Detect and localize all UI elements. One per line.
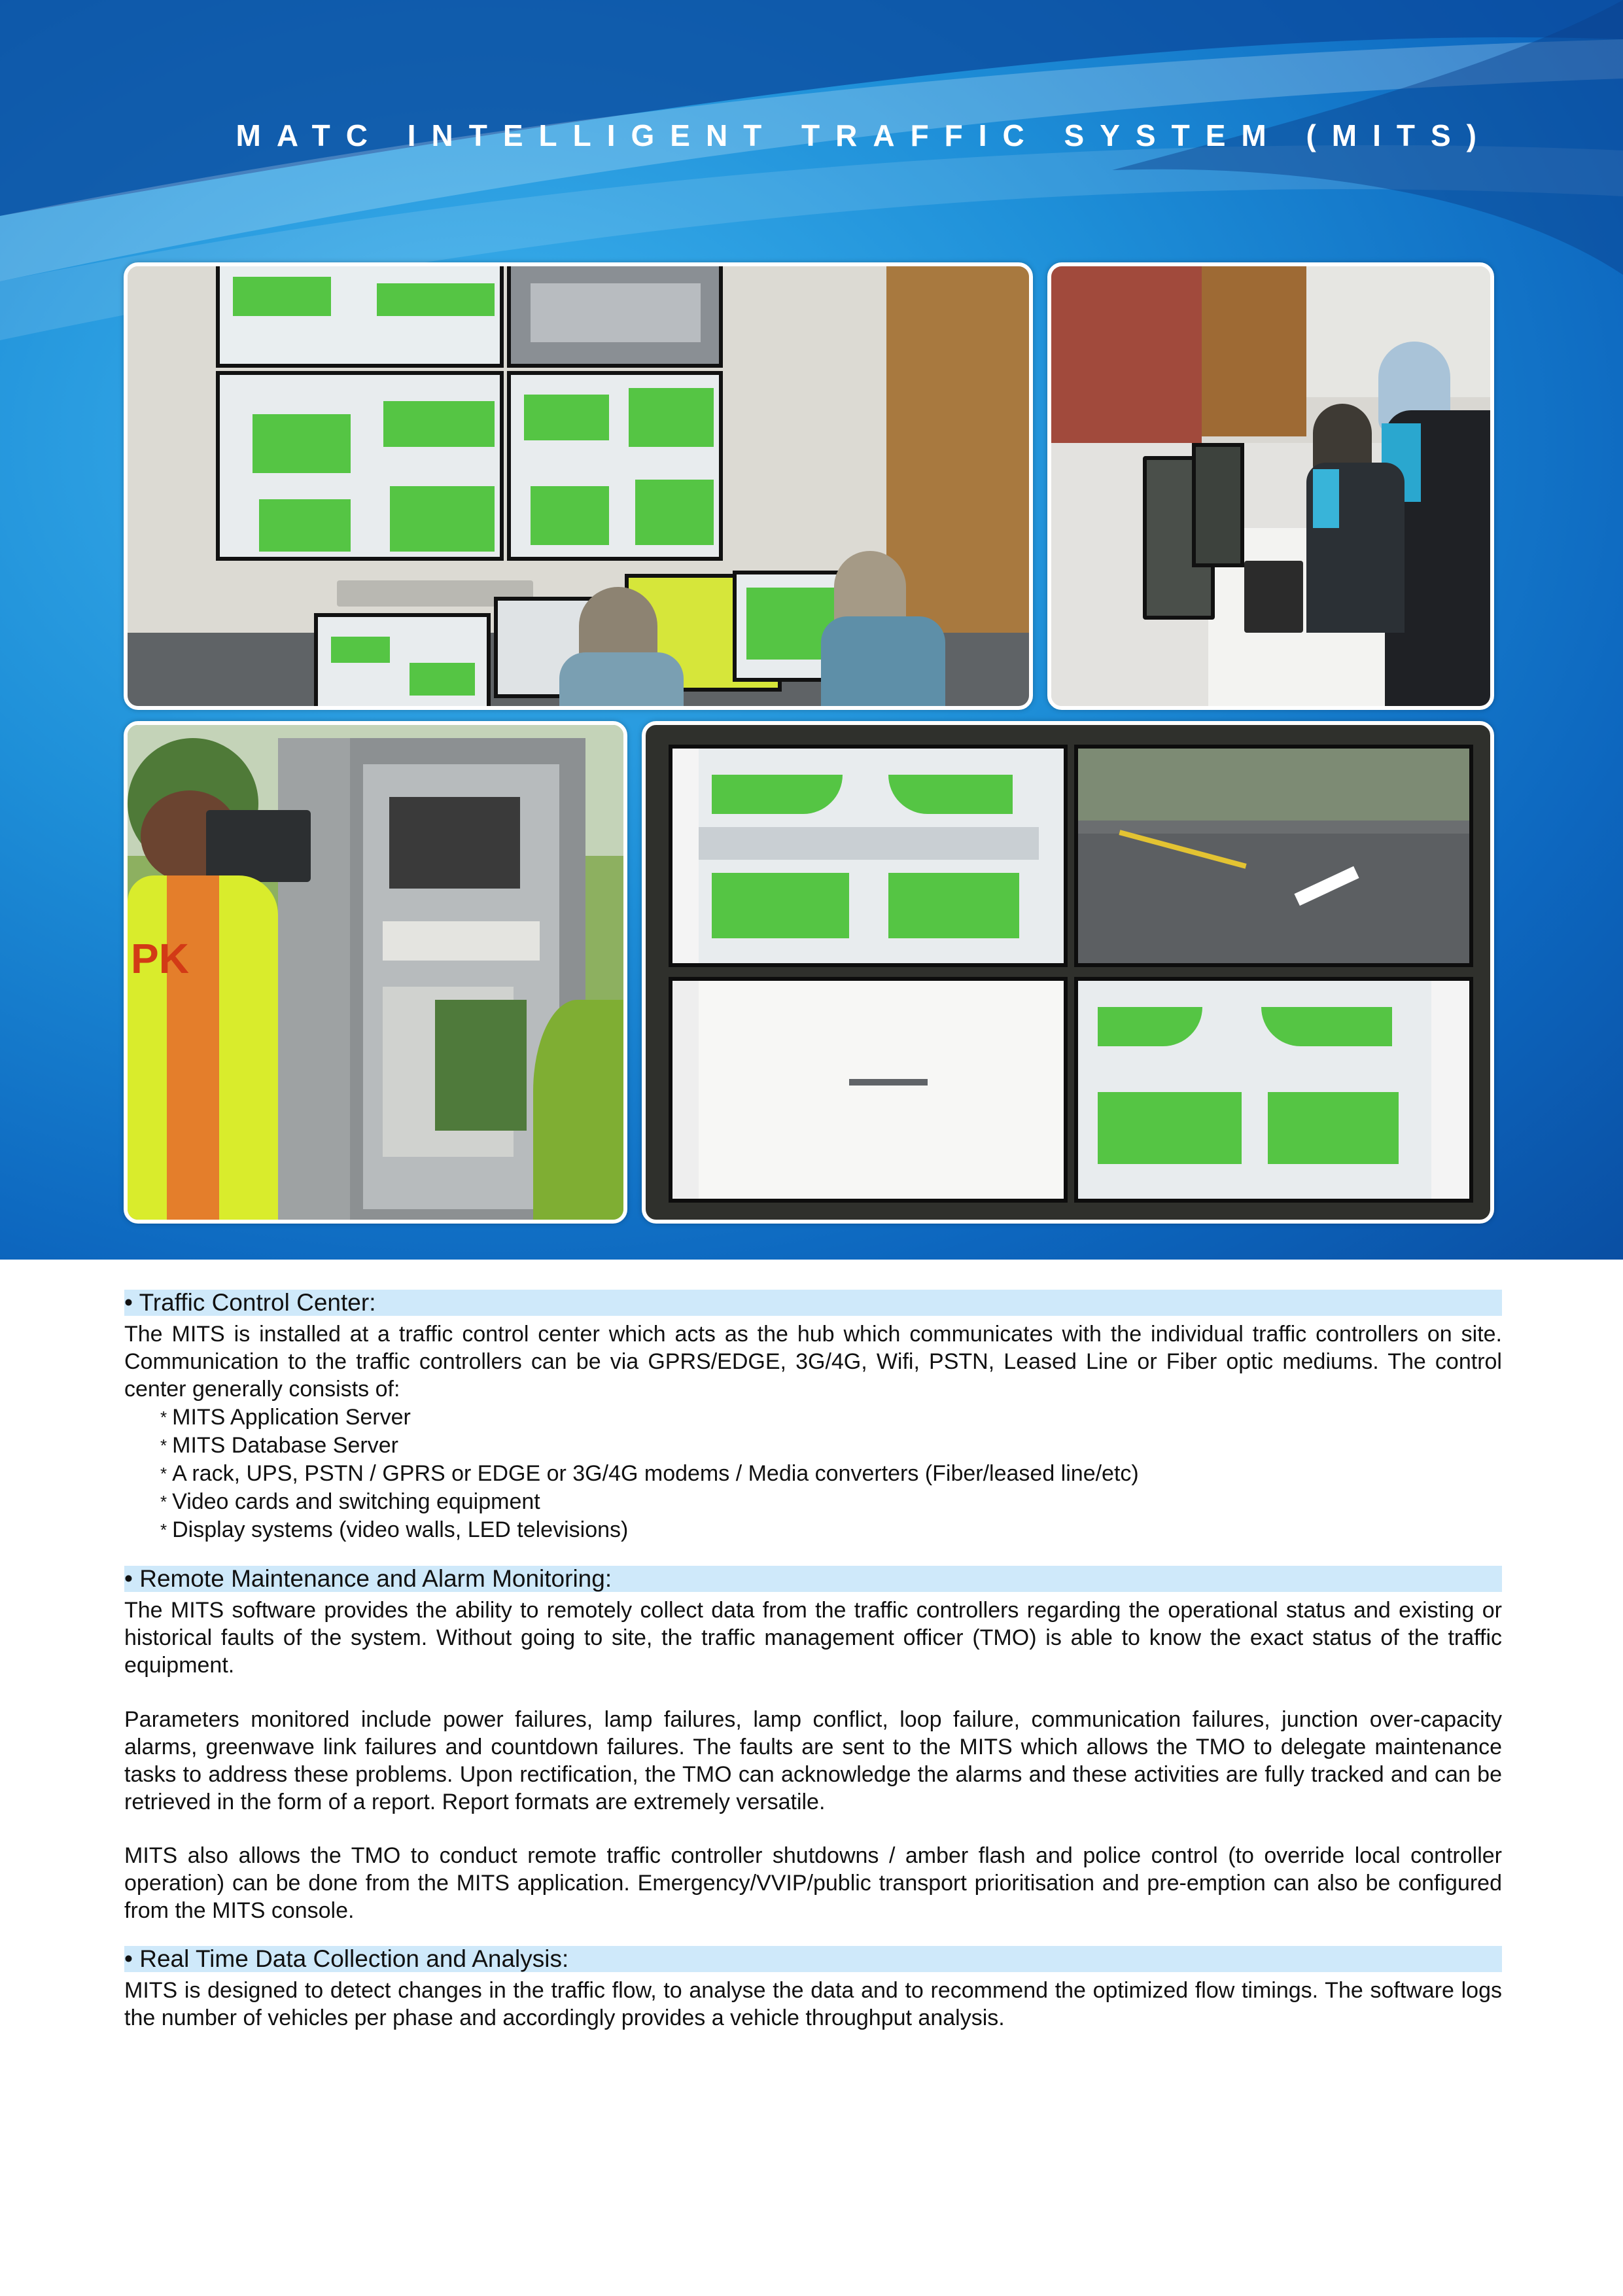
bullet-icon: * — [160, 1520, 167, 1540]
real-time-paragraph: MITS is designed to detect changes in the traffic flow, to analyse the data and to recommend the optimized flow timings. The software logs the number of vehicles per phase and accordingly provides a vehicle throughput analysis. — [124, 1978, 1502, 2030]
bullet-icon: * — [160, 1407, 167, 1427]
section-heading-real-time: • Real Time Data Collection and Analysis: — [124, 1946, 1502, 1972]
page-title: MATC INTELLIGENT TRAFFIC SYSTEM (MITS) — [236, 118, 1492, 152]
bullet-icon: * — [160, 1436, 167, 1455]
section-heading-remote-maintenance: • Remote Maintenance and Alarm Monitoring: — [124, 1566, 1502, 1592]
controller-cabinet-photo — [124, 721, 627, 1224]
list-item: * MITS Database Server — [160, 1433, 398, 1458]
section-heading-traffic-control: • Traffic Control Center: — [124, 1290, 1502, 1316]
list-item: * Display systems (video walls, LED televisions) — [160, 1517, 629, 1542]
operators-photo — [1047, 262, 1494, 710]
control-center-list — [160, 1404, 1139, 1545]
video-wall-photo — [124, 262, 1033, 710]
list-item: * Video cards and switching equipment — [160, 1489, 540, 1514]
remote-maintenance-paragraph-3: MITS also allows the TMO to conduct remote traffic controller shutdowns / amber flash and police control (to override local controller operation) can be done from the MITS application. Emergency/VVIP/public transport prioritisation and pre-emption can also be configured from the MITS console. — [124, 1843, 1502, 1923]
remote-maintenance-paragraph-2: Parameters monitored include power failures, lamp failures, lamp conflict, loop failure, communication failures, junction over-capacity alarms, greenwave link failures and countdown failures. The faults are sent to the MITS which allows the TMO to delegate maintenance tasks to address these problems. Upon rectification, the TMO can acknowledge the alarms and these activities are fully tracked and can be retrieved in the form of a report. Report formats are extremely versatile. — [124, 1707, 1502, 1814]
bullet-icon: * — [160, 1464, 167, 1483]
monitor-wall-photo — [642, 721, 1494, 1224]
vest-text: PK — [131, 935, 189, 982]
traffic-control-paragraph: The MITS is installed at a traffic control center which acts as the hub which communicates with the individual traffic controllers on site. Communication to the traffic controllers can be via GPRS/EDGE, 3G/4G, Wifi, PSTN, Leased Line or Fiber optic mediums. The control center generally consists of: — [124, 1322, 1502, 1402]
list-item: * MITS Application Server — [160, 1405, 411, 1430]
remote-maintenance-paragraph-1: The MITS software provides the ability to remotely collect data from the traffic controllers regarding the operational status and existing or historical faults of the system. Without going to site, the traffic management officer (TMO) is able to know the exact status of the traffic equipment. — [124, 1598, 1502, 1678]
bullet-icon: * — [160, 1492, 167, 1511]
list-item: * A rack, UPS, PSTN / GPRS or EDGE or 3G/4G modems / Media converters (Fiber/leased line/etc) — [160, 1461, 1139, 1486]
